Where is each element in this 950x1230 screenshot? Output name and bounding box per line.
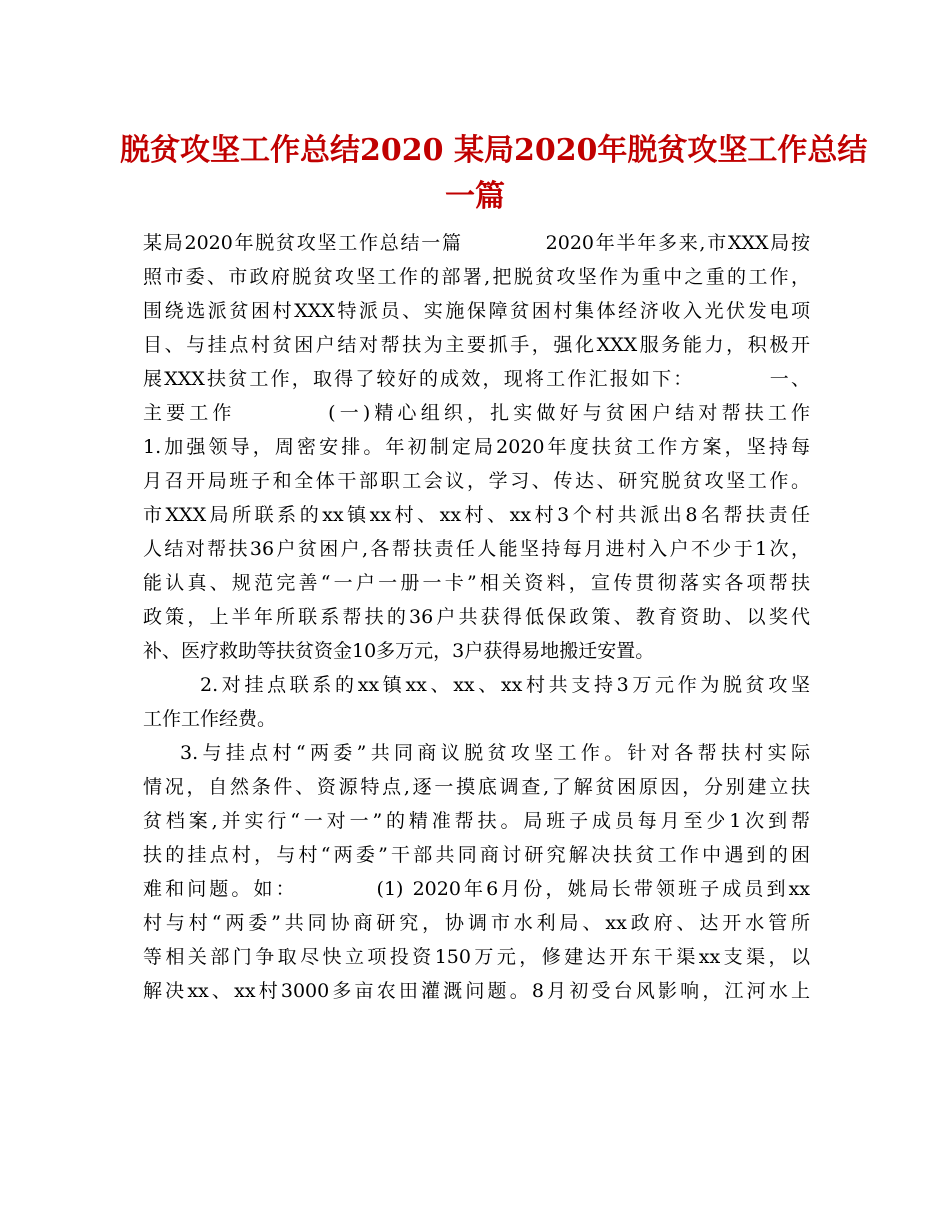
body-line: 2.对挂点联系的xx镇xx、xx、xx村共支持3万元作为脱贫攻坚	[200, 674, 810, 696]
body-line: 照市委、市政府脱贫攻坚工作的部署,把脱贫攻坚作为重中之重的工作，	[143, 266, 810, 288]
body-line: 工作工作经费。	[143, 708, 277, 730]
body-line: 等相关部门争取尽快立项投资150万元，修建达开东干渠xx支渠，以	[143, 946, 810, 968]
body-line: 政策，上半年所联系帮扶的36户共获得低保政策、教育资助、以奖代	[143, 606, 810, 628]
body-line: 贫档案,并实行“一对一”的精准帮扶。局班子成员每月至少1次到帮	[143, 810, 810, 832]
body-line: 展XXX扶贫工作，取得了较好的成效，现将工作汇报如下： 一、	[143, 368, 810, 390]
document-title-line-2: 一篇	[445, 179, 505, 214]
body-line: 1.加强领导，周密安排。年初制定局2020年度扶贫工作方案，坚持每	[143, 436, 810, 458]
body-line: 情况，自然条件、资源特点,逐一摸底调查,了解贫困原因，分别建立扶	[143, 776, 810, 798]
body-line: 扶的挂点村，与村“两委”干部共同商讨研究解决扶贫工作中遇到的困	[143, 844, 810, 866]
body-line: 难和问题。如： (1) 2020年6月份，姚局长带领班子成员到xx	[143, 878, 810, 900]
body-line: 市XXX局所联系的xx镇xx村、xx村、xx村3个村共派出8名帮扶责任	[143, 504, 810, 526]
body-line: 补、医疗救助等扶贫资金10多万元，3户获得易地搬迁安置。	[143, 640, 655, 662]
body-line: 围绕选派贫困村XXX特派员、实施保障贫困村集体经济收入光伏发电项	[143, 300, 810, 322]
body-line: 月召开局班子和全体干部职工会议，学习、传达、研究脱贫攻坚工作。	[143, 470, 810, 492]
body-line: 人结对帮扶36户贫困户,各帮扶责任人能坚持每月进村入户不少于1次，	[143, 538, 810, 560]
body-line: 村与村“两委”共同协商研究，协调市水利局、xx政府、达开水管所	[143, 912, 810, 934]
body-line: 解决xx、xx村3000多亩农田灌溉问题。8月初受台风影响，江河水上	[143, 980, 810, 1002]
body-line: 目、与挂点村贫困户结对帮扶为主要抓手，强化XXX服务能力，积极开	[143, 334, 810, 356]
document-title-line-1: 脱贫攻坚工作总结2020 某局2020年脱贫攻坚工作总结	[120, 133, 868, 168]
body-line: 某局2020年脱贫攻坚工作总结一篇 2020年半年多来,市XXX局按	[143, 232, 810, 254]
body-line: 主要工作 (一)精心组织，扎实做好与贫困户结对帮扶工作	[143, 402, 810, 424]
body-line: 能认真、规范完善“一户一册一卡”相关资料，宣传贯彻落实各项帮扶	[143, 572, 810, 594]
body-line: 3.与挂点村“两委”共同商议脱贫攻坚工作。针对各帮扶村实际	[180, 742, 810, 764]
